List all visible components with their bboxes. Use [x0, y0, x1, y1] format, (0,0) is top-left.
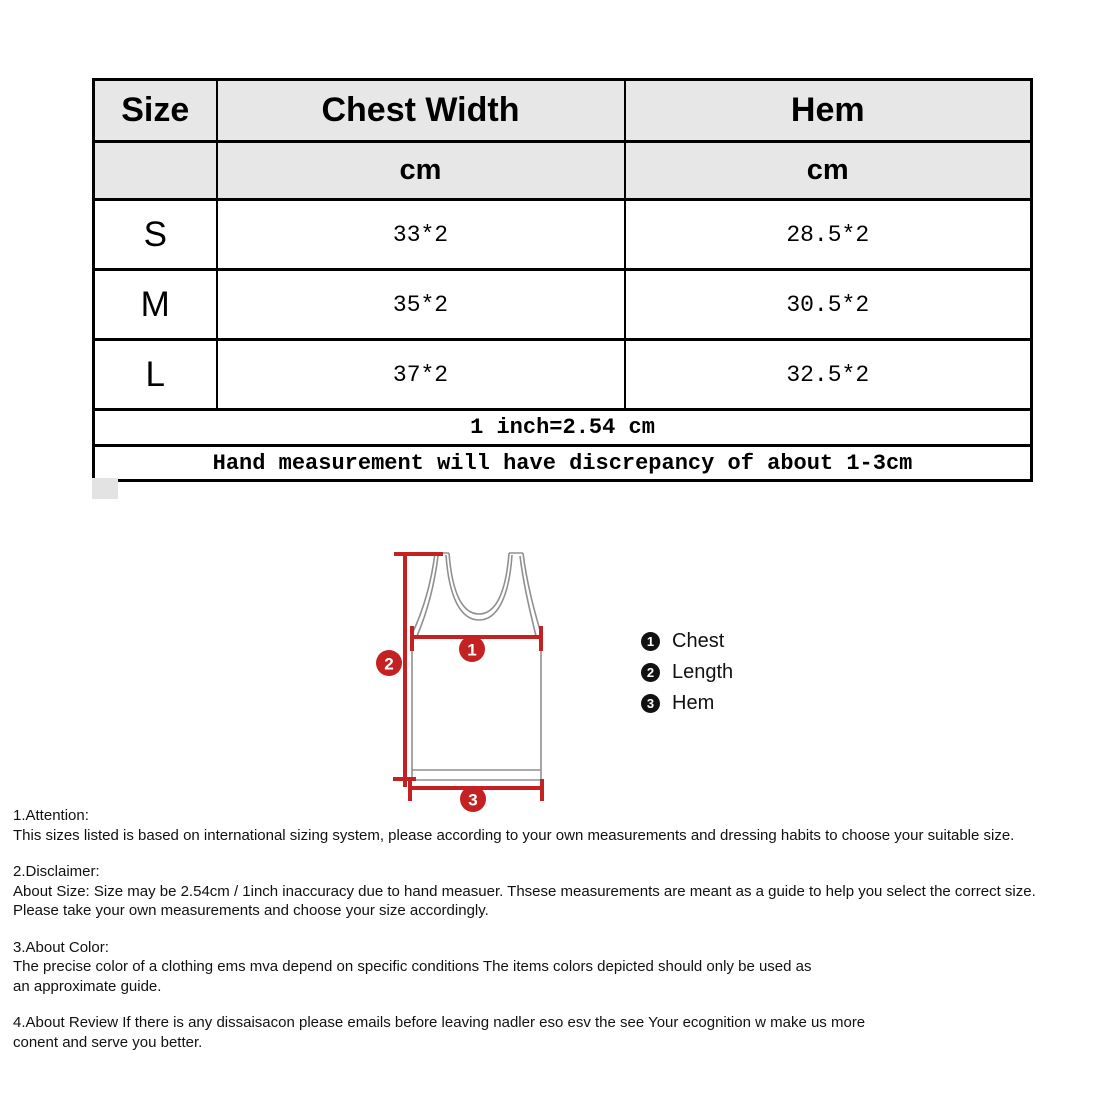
legend-number-icon: 3 — [641, 694, 660, 713]
note-text: This sizes listed is based on international sizing system, please according to your own measurements and dressing habits to choose your suitable size. — [13, 826, 1015, 844]
scrollbar-artifact — [92, 478, 118, 499]
note-heading: 1.Attention: — [13, 807, 89, 824]
conversion-note: 1 inch=2.54 cm — [94, 410, 1032, 446]
size-label: S — [94, 200, 217, 270]
note-text: conent and serve you better. — [13, 1033, 203, 1051]
table-row — [94, 200, 1032, 270]
diagram-markers — [376, 636, 486, 812]
note-text: 4.About Review If there is any dissaisacon please emails before leaving nadler eso esv the see Your ecognition w make us more — [13, 1014, 866, 1031]
chest-value: 33*2 — [217, 200, 625, 270]
legend-number-icon: 2 — [641, 663, 660, 682]
legend-label: Length — [672, 660, 734, 683]
column-header-hem: Hem — [625, 80, 1032, 142]
size-label: M — [94, 270, 217, 340]
legend-number-icon: 1 — [641, 632, 660, 651]
legend-label: Chest — [672, 629, 725, 652]
unit-row — [94, 142, 1032, 200]
note-heading: 3.About Color: — [13, 938, 109, 956]
column-header-chest-width: Chest Width — [217, 80, 625, 142]
note-heading: 2.Disclaimer: — [13, 863, 100, 880]
table-header-row — [94, 80, 1032, 142]
legend-item-chest — [641, 630, 733, 652]
garment-measurement-diagram — [368, 540, 563, 818]
notes-section — [13, 806, 1095, 1069]
measurement-note-row — [94, 446, 1032, 481]
size-chart-table — [92, 78, 1033, 482]
table-row — [94, 340, 1032, 410]
note-about-review — [13, 1013, 1095, 1052]
chest-marker-number: 1 — [467, 640, 477, 660]
tank-top-outline — [412, 553, 541, 780]
conversion-note-row — [94, 410, 1032, 446]
legend-label: Hem — [672, 691, 715, 714]
note-attention — [13, 806, 1095, 845]
diagram-legend — [641, 630, 733, 723]
hem-value: 28.5*2 — [625, 200, 1032, 270]
column-header-size: Size — [94, 80, 217, 142]
unit-cell-hem: cm — [625, 142, 1032, 200]
note-text: Please take your own measurements and choose your size accordingly. — [13, 902, 489, 919]
unit-cell-chest: cm — [217, 142, 625, 200]
note-disclaimer — [13, 862, 1095, 921]
length-marker-number: 2 — [384, 654, 394, 674]
unit-cell-size — [94, 142, 217, 200]
note-text: an approximate guide. — [13, 977, 162, 995]
chest-value: 37*2 — [217, 340, 625, 410]
chest-value: 35*2 — [217, 270, 625, 340]
note-text: The precise color of a clothing ems mva depend on specific conditions The items colors depicted should only be used as — [13, 958, 812, 975]
hem-marker-number: 3 — [468, 790, 478, 810]
hem-value: 30.5*2 — [625, 270, 1032, 340]
note-text: About Size: Size may be 2.54cm / 1inch inaccuracy due to hand measuer. Thsese measurements are meant as a guide to help you select the correct size. — [13, 882, 1036, 900]
size-label: L — [94, 340, 217, 410]
hem-value: 32.5*2 — [625, 340, 1032, 410]
measurement-lines — [393, 552, 542, 801]
note-about-color — [13, 938, 1095, 997]
measurement-note: Hand measurement will have discrepancy of about 1-3cm — [94, 446, 1032, 481]
table-row — [94, 270, 1032, 340]
legend-item-length — [641, 661, 733, 683]
legend-item-hem — [641, 692, 733, 714]
